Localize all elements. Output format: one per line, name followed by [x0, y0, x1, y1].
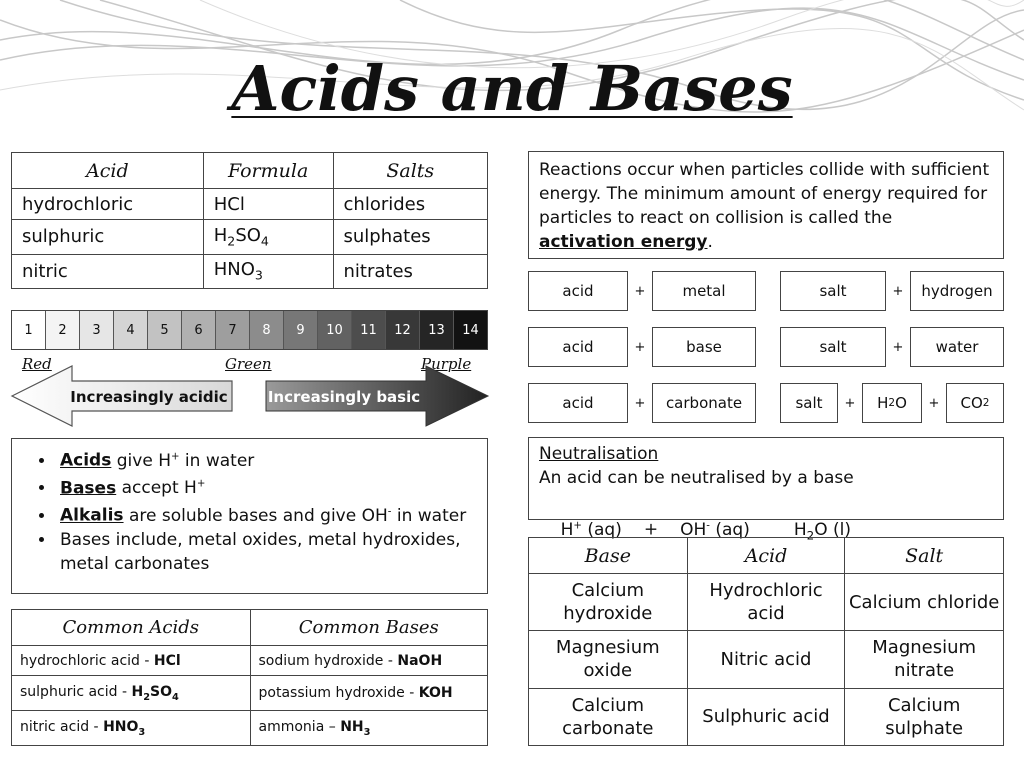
acid-salt-cell: chlorides [333, 189, 487, 220]
fact-text: are soluble bases and give OH- in water [123, 505, 467, 526]
equation-term-carbonate: carbonate [652, 383, 756, 423]
ph-value-8: 8 [250, 311, 284, 349]
salt-table-base-cell: Magnesium oxide [529, 631, 688, 688]
common-table-row [12, 646, 488, 676]
equation-plus: + [928, 395, 940, 411]
ph-label-purple: Purple [421, 355, 472, 373]
equation-plus: + [634, 395, 646, 411]
fact-term: Alkalis [60, 505, 124, 526]
equation-plus: + [634, 283, 646, 299]
acid-table-row [12, 189, 488, 220]
common-acids-bases-table [11, 609, 488, 746]
header-salt: Salt [845, 538, 1004, 574]
fact-term: Acids [60, 450, 112, 471]
ph-value-6: 6 [182, 311, 216, 349]
equation-term-acid: acid [528, 327, 628, 367]
increasingly-acidic-label: Increasingly acidic [70, 388, 228, 406]
fact-item [56, 473, 479, 501]
acid-salt-cell: nitrates [333, 254, 487, 288]
neutralisation-heading: Neutralisation [539, 444, 659, 464]
ph-value-1: 1 [12, 311, 46, 349]
common-acid-cell: nitric acid - $HNO_3$ [12, 711, 251, 746]
neutralisation-plus: + [643, 519, 659, 540]
common-table-row [12, 711, 488, 746]
fact-item [56, 528, 479, 576]
equation-term-water: water [910, 327, 1004, 367]
common-table-row [12, 676, 488, 711]
ph-value-2: 2 [46, 311, 80, 349]
common-base-cell: sodium hydroxide - NaOH [250, 646, 487, 676]
salt-table-row [529, 631, 1004, 688]
equation-plus: + [892, 283, 904, 299]
acid-formula-cell: $HNO_3$ [203, 254, 333, 288]
salt-table-acid-cell: Hydrochloric acid [687, 574, 845, 631]
equation-plus: + [892, 339, 904, 355]
header-acid: Acid [687, 538, 845, 574]
equation-plus: + [844, 395, 856, 411]
equation-term-hydrogen: hydrogen [910, 271, 1004, 311]
acid-table-row [12, 220, 488, 254]
equation-term-salt: salt [780, 327, 886, 367]
acid-formula-salts-table [11, 152, 488, 289]
acid-formula-cell: HCl [203, 189, 333, 220]
header-base: Base [529, 538, 688, 574]
neutralisation-description: An acid can be neutralised by a base [539, 468, 854, 488]
ph-value-12: 12 [386, 311, 420, 349]
ph-value-7: 7 [216, 311, 250, 349]
fact-item [56, 445, 479, 473]
equation-term-co2: CO 2 [946, 383, 1004, 423]
ph-value-14: 14 [454, 311, 487, 349]
common-acid-cell: hydrochloric acid - HCl [12, 646, 251, 676]
header-common-bases: Common Bases [250, 610, 487, 646]
equation-arrow [756, 271, 780, 311]
increasingly-basic-label: Increasingly basic [267, 388, 421, 406]
equation-term-acid: acid [528, 271, 628, 311]
acidic-basic-arrows [10, 364, 492, 428]
ph-label-green: Green [225, 355, 272, 373]
ph-value-13: 13 [420, 311, 454, 349]
ph-value-9: 9 [284, 311, 318, 349]
header-acid: Acid [12, 153, 204, 189]
header-salts: Salts [333, 153, 487, 189]
neutralisation-oh-ion: OH- (aq) [680, 519, 750, 540]
equation-term-metal: metal [652, 271, 756, 311]
equation-term-salt: salt [780, 271, 886, 311]
ph-value-10: 10 [318, 311, 352, 349]
acids-bases-facts-box [11, 438, 488, 594]
ph-scale-bar [11, 310, 488, 350]
salt-table-salt-cell: Magnesium nitrate [845, 631, 1004, 688]
fact-text: give H+ in water [111, 450, 255, 471]
acid-name-cell: hydrochloric [12, 189, 204, 220]
equation-term-h2o: H 2 O [862, 383, 922, 423]
fact-text: Bases include, metal oxides, metal hydroxides, metal carbonates [60, 529, 461, 574]
equation-term-salt: salt [780, 383, 838, 423]
fact-term: Bases [60, 478, 117, 499]
equation-term-base: base [652, 327, 756, 367]
acid-salt-cell: sulphates [333, 220, 487, 254]
salt-table-acid-cell: Sulphuric acid [687, 688, 845, 745]
common-base-cell: potassium hydroxide - KOH [250, 676, 487, 711]
salt-table-row [529, 574, 1004, 631]
salt-table-base-cell: Calcium carbonate [529, 688, 688, 745]
equation-arrow [756, 327, 780, 367]
salt-table-row [529, 688, 1004, 745]
ph-label-red: Red [22, 355, 52, 373]
activation-energy-term: activation energy [539, 232, 708, 252]
base-acid-salt-table [528, 537, 1004, 746]
header-formula: Formula [203, 153, 333, 189]
ph-value-11: 11 [352, 311, 386, 349]
activation-energy-end: . [707, 232, 713, 252]
ph-value-3: 3 [80, 311, 114, 349]
ph-value-4: 4 [114, 311, 148, 349]
activation-energy-text: Reactions occur when particles collide with sufficient energy. The minimum amount of energy required for particles to react on collision is called the [539, 160, 990, 228]
salt-table-acid-cell: Nitric acid [687, 631, 845, 688]
fact-text: accept H+ [116, 478, 206, 499]
neutralisation-water: $H_2O$ (l) [793, 519, 852, 543]
common-base-cell: ammonia – $NH_3$ [250, 711, 487, 746]
neutralisation-box [528, 437, 1004, 543]
equation-term-acid: acid [528, 383, 628, 423]
salt-table-salt-cell: Calcium sulphate [845, 688, 1004, 745]
fact-item [56, 500, 479, 528]
ph-value-5: 5 [148, 311, 182, 349]
acid-table-row [12, 254, 488, 288]
salt-table-salt-cell: Calcium chloride [845, 574, 1004, 631]
page-title: Acids and Bases [231, 52, 793, 125]
common-acid-cell: sulphuric acid - $H_2SO_4$ [12, 676, 251, 711]
acid-name-cell: sulphuric [12, 220, 204, 254]
header-common-acids: Common Acids [12, 610, 251, 646]
equation-arrow [756, 383, 780, 423]
activation-energy-box [528, 151, 1004, 259]
neutralisation-h-ion: H+ (aq) [560, 519, 622, 540]
equation-plus: + [634, 339, 646, 355]
salt-table-base-cell: Calcium hydroxide [529, 574, 688, 631]
acid-name-cell: nitric [12, 254, 204, 288]
acid-formula-cell: $H_2SO_4$ [203, 220, 333, 254]
